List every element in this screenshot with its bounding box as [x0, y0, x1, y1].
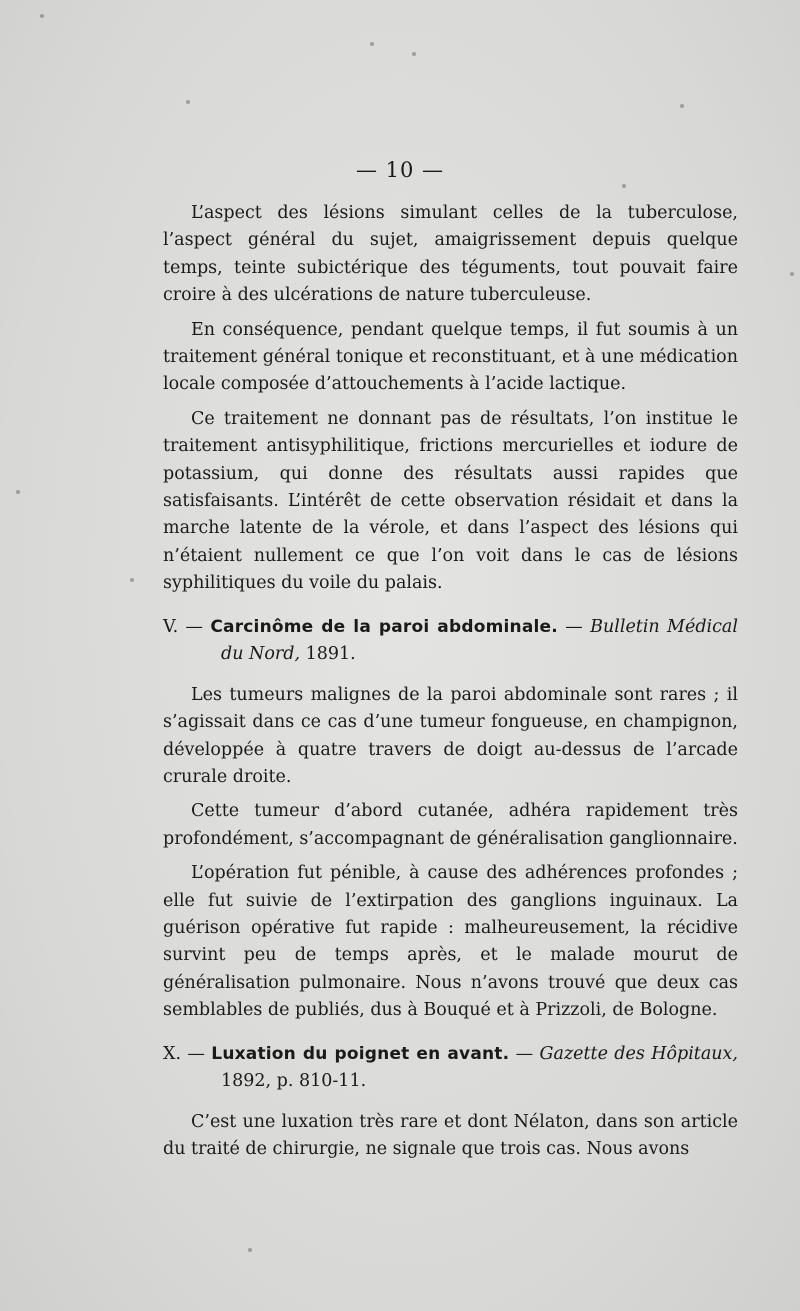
paper-speck — [622, 184, 626, 188]
entry-source: du Nord, — [221, 643, 301, 664]
entry-continuation-line — [163, 1068, 738, 1095]
body-text — [163, 200, 738, 1170]
paragraph: L’opération fut pénible, à cause des adhérences profondes ; elle fut suivie de l’extirpation des ganglions inguinaux. La guérison opérative fut rapide : malheureusement, la récidive survint peu de temps après, et le malade mourut de généralisation pulmonaire. Nous n’avons trouvé que deux cas semblables de publiés, dus à Bouqué et à Prizzoli, de Bologne. — [163, 863, 738, 1021]
entry-source: Gazette des Hôpitaux, — [539, 1043, 738, 1064]
entry-title: Luxation du poignet en avant. — [211, 1043, 510, 1064]
entry-dash: — — [185, 616, 203, 637]
entry-continuation-line — [163, 641, 738, 668]
paragraph: C’est une luxation très rare et dont Nélaton, dans son article du traité de chirurgie, ne signale que trois cas. Nous avons — [163, 1111, 738, 1159]
paper-speck — [790, 272, 794, 276]
entry-numeral: V. — [163, 616, 179, 637]
page-number: — 10 — — [355, 158, 445, 182]
entry-numeral: X. — [163, 1043, 182, 1064]
paragraph: Les tumeurs malignes de la paroi abdominale sont rares ; il s’agissait dans ce cas d’une tumeur fongueuse, en champignon, développée à quatre travers de doigt au-dessus de l’arcade crurale droite. — [163, 684, 738, 787]
entry-dash: — — [515, 1043, 534, 1064]
entry-heading-line — [163, 1041, 738, 1068]
entry-pages: 1892, p. 810-11. — [221, 1070, 367, 1091]
paper-speck — [412, 52, 416, 56]
paper-speck — [186, 100, 190, 104]
bibliography-entry-v — [163, 614, 738, 668]
paper-speck — [248, 1248, 252, 1252]
entry-dash: — — [187, 1043, 205, 1064]
paper-speck — [40, 14, 44, 18]
paper-speck — [370, 42, 374, 46]
paper-speck — [16, 490, 20, 494]
entry-title: Carcinôme de la paroi abdominale. — [210, 616, 558, 637]
entry-heading-line — [163, 614, 738, 641]
bibliography-entry-x — [163, 1041, 738, 1095]
paragraph: L’aspect des lésions simulant celles de la tuberculose, l’aspect général du sujet, amaigrissement depuis quelque temps, teinte subictérique des téguments, tout pouvait faire croire à des ulcérations de nature tuberculeuse. — [163, 203, 738, 306]
paragraph: Cette tumeur d’abord cutanée, adhéra rapidement très profondément, s’accompagnant de généralisation ganglionnaire. — [163, 801, 738, 849]
entry-source: Bulletin Médical — [590, 616, 738, 637]
paragraph: En conséquence, pendant quelque temps, il fut soumis à un traitement général tonique et reconstituant, et à une médication locale composée d’attouchements à l’acide lactique. — [163, 319, 738, 395]
paper-speck — [680, 104, 684, 108]
paper-speck — [130, 578, 134, 582]
entry-year: 1891. — [305, 643, 356, 664]
paragraph: Ce traitement ne donnant pas de résultats, l’on institue le traitement antisyphilitique, frictions mercurielles et iodure de potassium, qui donne des résultats aussi rapides que satisfaisants. L’intérêt de cette observation résidait et dans la marche latente de la vérole, et dans l’aspect des lésions qui n’étaient nullement ce que l’on voit dans le cas de lésions syphilitiques du voile du palais. — [163, 408, 738, 594]
entry-dash: — — [565, 616, 583, 637]
